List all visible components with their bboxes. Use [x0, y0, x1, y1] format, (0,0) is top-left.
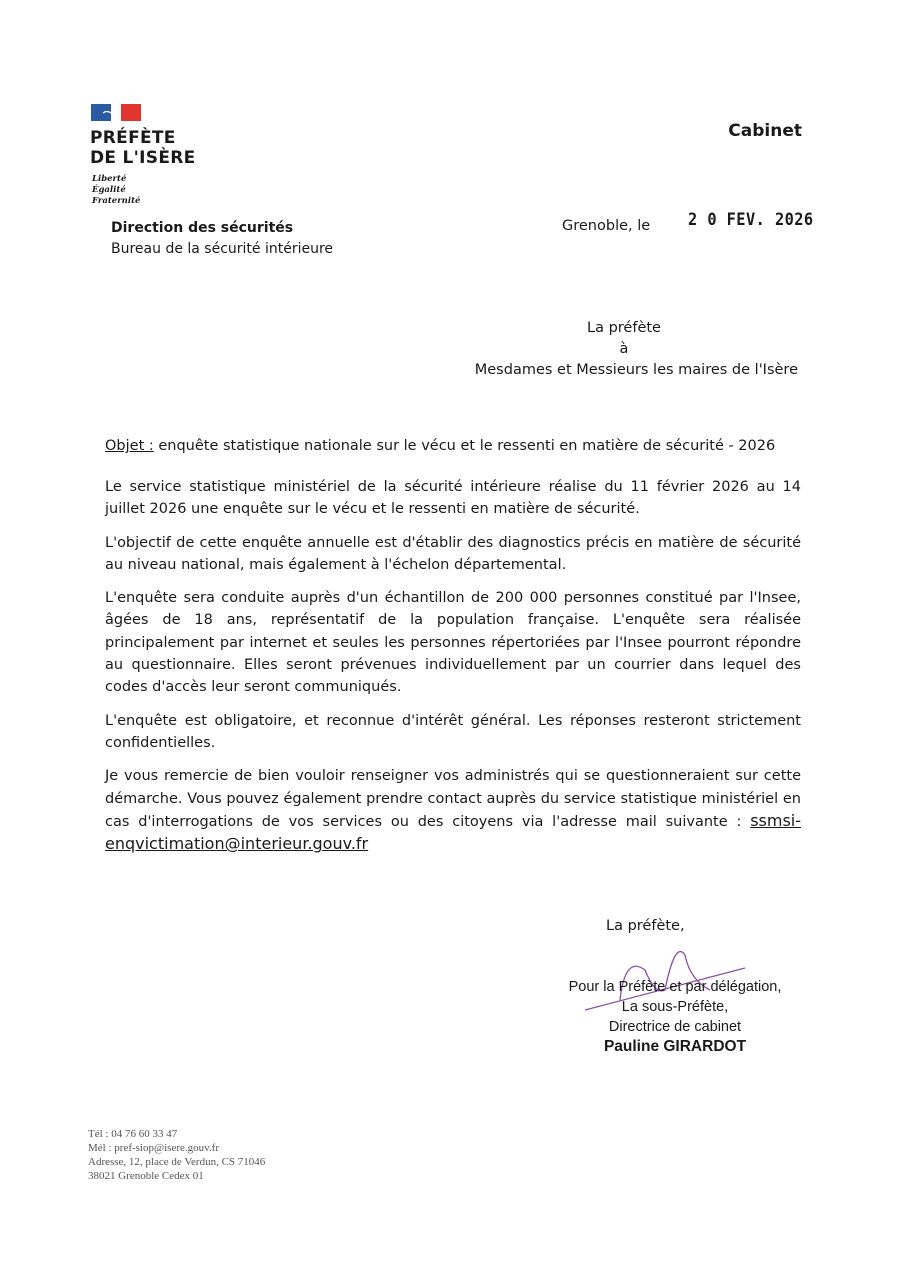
direction: Direction des sécurités: [111, 220, 294, 236]
paragraph: Le service statistique ministériel de la sécurité intérieure réalise du 11 février 2026 au 14 juillet 2026 une enquête sur le vécu et le ressenti en matière de sécurité.: [105, 479, 801, 518]
paragraph: [105, 765, 801, 856]
footer-address: Adresse, 12, place de Verdun, CS 71046: [88, 1156, 266, 1168]
footer-contact: [88, 1127, 265, 1183]
closing: La préfète,: [606, 918, 685, 934]
to-word: à: [619, 341, 629, 357]
subject-text: enquête statistique nationale sur le vécu et le ressenti en matière de sécurité - 2026: [153, 438, 776, 454]
signature-block: [560, 977, 790, 1057]
contact-email-link[interactable]: ssmsi-enqvictimation@interieur.gouv.fr: [105, 810, 801, 854]
paragraph: L'objectif de cette enquête annuelle est d'établir des diagnostics précis en matière de sécurité au niveau national, mais également à l'échelon départemental.: [105, 534, 801, 573]
paragraph: L'enquête est obligatoire, et reconnue d'intérêt général. Les réponses resteront strictement confidentielles.: [105, 712, 801, 751]
place-label: Grenoble, le: [562, 218, 651, 234]
sender-department: [111, 218, 333, 260]
republic-motto: [92, 174, 140, 207]
service-label: Cabinet: [728, 121, 802, 141]
footer-email: Mél : pref-siop@isere.gouv.fr: [88, 1142, 219, 1154]
logo-line-1: PRÉFÈTE: [90, 128, 176, 148]
bureau: Bureau de la sécurité intérieure: [111, 241, 334, 257]
recipient: Mesdames et Messieurs les maires de l'Isère: [474, 362, 798, 378]
role-line: Directrice de cabinet: [608, 1019, 742, 1035]
delegation-line: Pour la Préfète et par délégation,: [568, 979, 782, 995]
motto-liberte: Liberté: [92, 174, 127, 184]
footer-city: 38021 Grenoble Cedex 01: [88, 1170, 204, 1182]
motto-egalite: Égalité: [92, 185, 126, 195]
letter-body: [105, 476, 801, 867]
title-line: La sous-Préfète,: [621, 999, 729, 1015]
subject-label: Objet :: [105, 438, 154, 454]
logo-line-2: DE L'ISÈRE: [90, 148, 196, 168]
date-stamp: 2 0 FEV. 2026: [688, 210, 814, 230]
sender: La préfète: [587, 320, 661, 336]
recipient-block: [450, 318, 798, 381]
marianne-flag-logo: [91, 104, 141, 121]
prefecture-name: [90, 128, 196, 168]
motto-fraternite: Fraternité: [92, 196, 141, 206]
subject-line: [105, 438, 775, 454]
paragraph: L'enquête sera conduite auprès d'un échantillon de 200 000 personnes constitué par l'Insee, âgées de 18 ans, représentatif de la population française. L'enquête sera réalisée principalement par internet et seules les personnes répertoriées par l'Insee pourront répondre au questionnaire. Elles seront prévenues individuellement par un courrier dans lequel des codes d'accès leur seront communiqués.: [105, 590, 801, 696]
signatory-name: Pauline GIRARDOT: [603, 1038, 747, 1055]
footer-tel: Tél : 04 76 60 33 47: [88, 1128, 178, 1140]
paragraph-text: Je vous remercie de bien vouloir renseigner vos administrés qui se questionneraient sur cette démarche. Vous pouvez également prendre contact auprès du service statistique ministériel en cas d'interrogations de vos services ou des citoyens via l'adresse mail suivante :: [105, 768, 801, 830]
